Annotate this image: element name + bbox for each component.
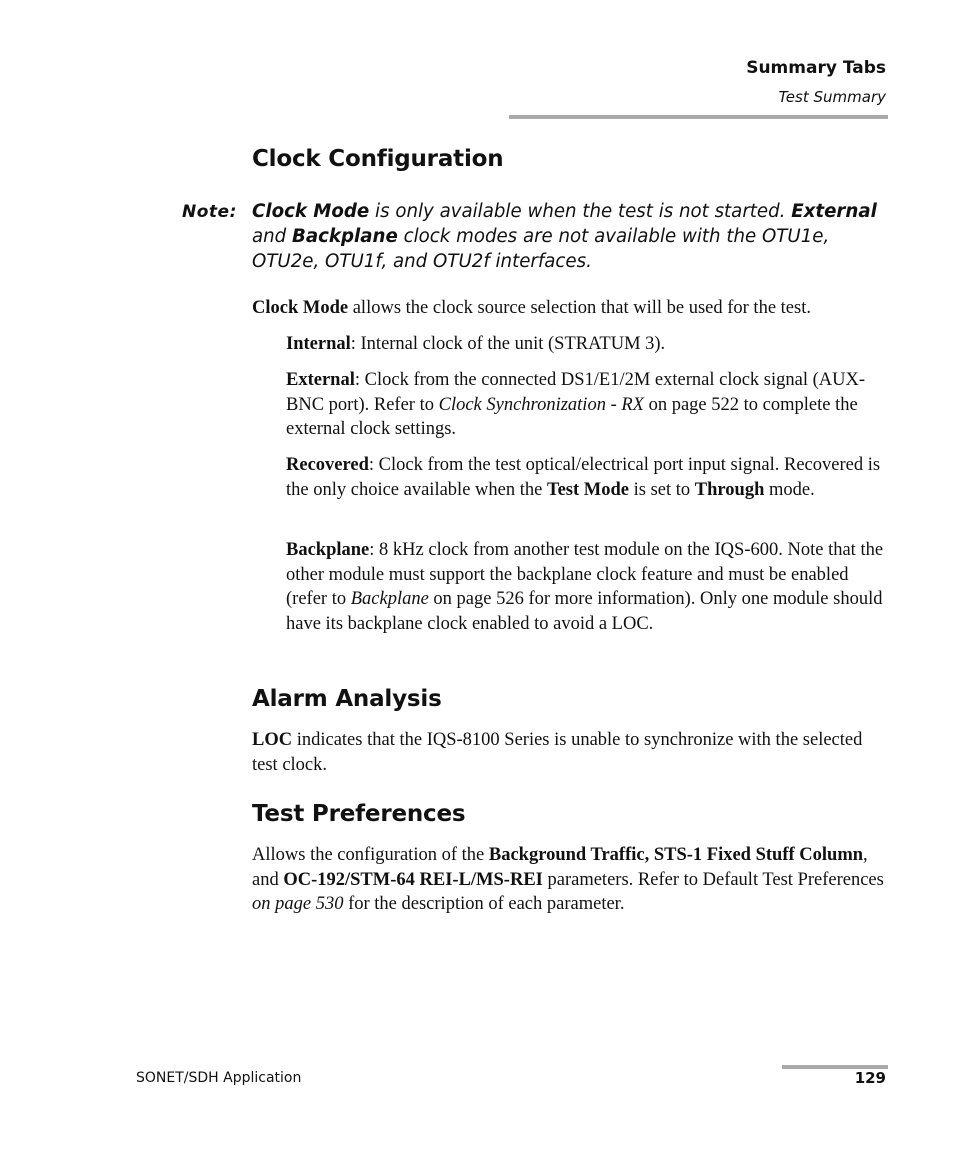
link-clock-synchronization-rx[interactable]: Clock Synchronization - RX xyxy=(438,394,644,415)
running-header-subtitle: Test Summary xyxy=(778,88,886,106)
header-rule xyxy=(509,115,888,119)
paragraph-clock-mode: Clock Mode allows the clock source selection that will be used for the test. xyxy=(252,298,811,318)
paragraph-test-preferences: Allows the configuration of the Background Traffic, STS-1 Fixed Stuff Column, and OC-192/STM-64 REI-L/MS-REI parameters. Refer to Default Test Preferences on page 530 for the description of each parameter. xyxy=(252,845,884,915)
note-label: Note: xyxy=(182,202,237,222)
paragraph-recovered: Recovered: Clock from the test optical/electrical port input signal. Recovered is the only choice available when the Test Mode is set to Through mode. xyxy=(286,455,881,500)
running-header-title: Summary Tabs xyxy=(746,58,886,78)
note-text: Clock Mode is only available when the test is not started. External and Backplane clock modes are not available with the OTU1e, OTU2e, OTU1f, and OTU2f interfaces. xyxy=(252,201,877,272)
paragraph-loc: LOC indicates that the IQS-8100 Series is unable to synchronize with the selected test clock. xyxy=(252,730,863,775)
page-number: 129 xyxy=(854,1069,886,1087)
note-term-clock-mode: Clock Mode xyxy=(252,201,370,222)
link-page-530[interactable]: on page 530 xyxy=(252,894,344,915)
note-term-backplane: Backplane xyxy=(292,226,398,247)
footer-document-title: SONET/SDH Application xyxy=(136,1070,302,1086)
heading-test-preferences: Test Preferences xyxy=(252,801,466,827)
paragraph-external: External: Clock from the connected DS1/E1/2M external clock signal (AUX-BNC port). Refer to Clock Synchronization - RX on page 522 to complete the external clock settings. xyxy=(286,370,866,440)
paragraph-internal: Internal: Internal clock of the unit (STRATUM 3). xyxy=(286,334,666,354)
paragraph-backplane: Backplane: 8 kHz clock from another test module on the IQS-600. Note that the other module must support the backplane clock feature and must be enabled (refer to Backplane on page 526 for more information). Only one module should have its backplane clock enabled to avoid a LOC. xyxy=(286,540,884,635)
link-backplane[interactable]: Backplane xyxy=(350,589,429,610)
heading-clock-configuration: Clock Configuration xyxy=(252,146,504,172)
note-term-external: External xyxy=(791,201,877,222)
heading-alarm-analysis: Alarm Analysis xyxy=(252,686,442,712)
